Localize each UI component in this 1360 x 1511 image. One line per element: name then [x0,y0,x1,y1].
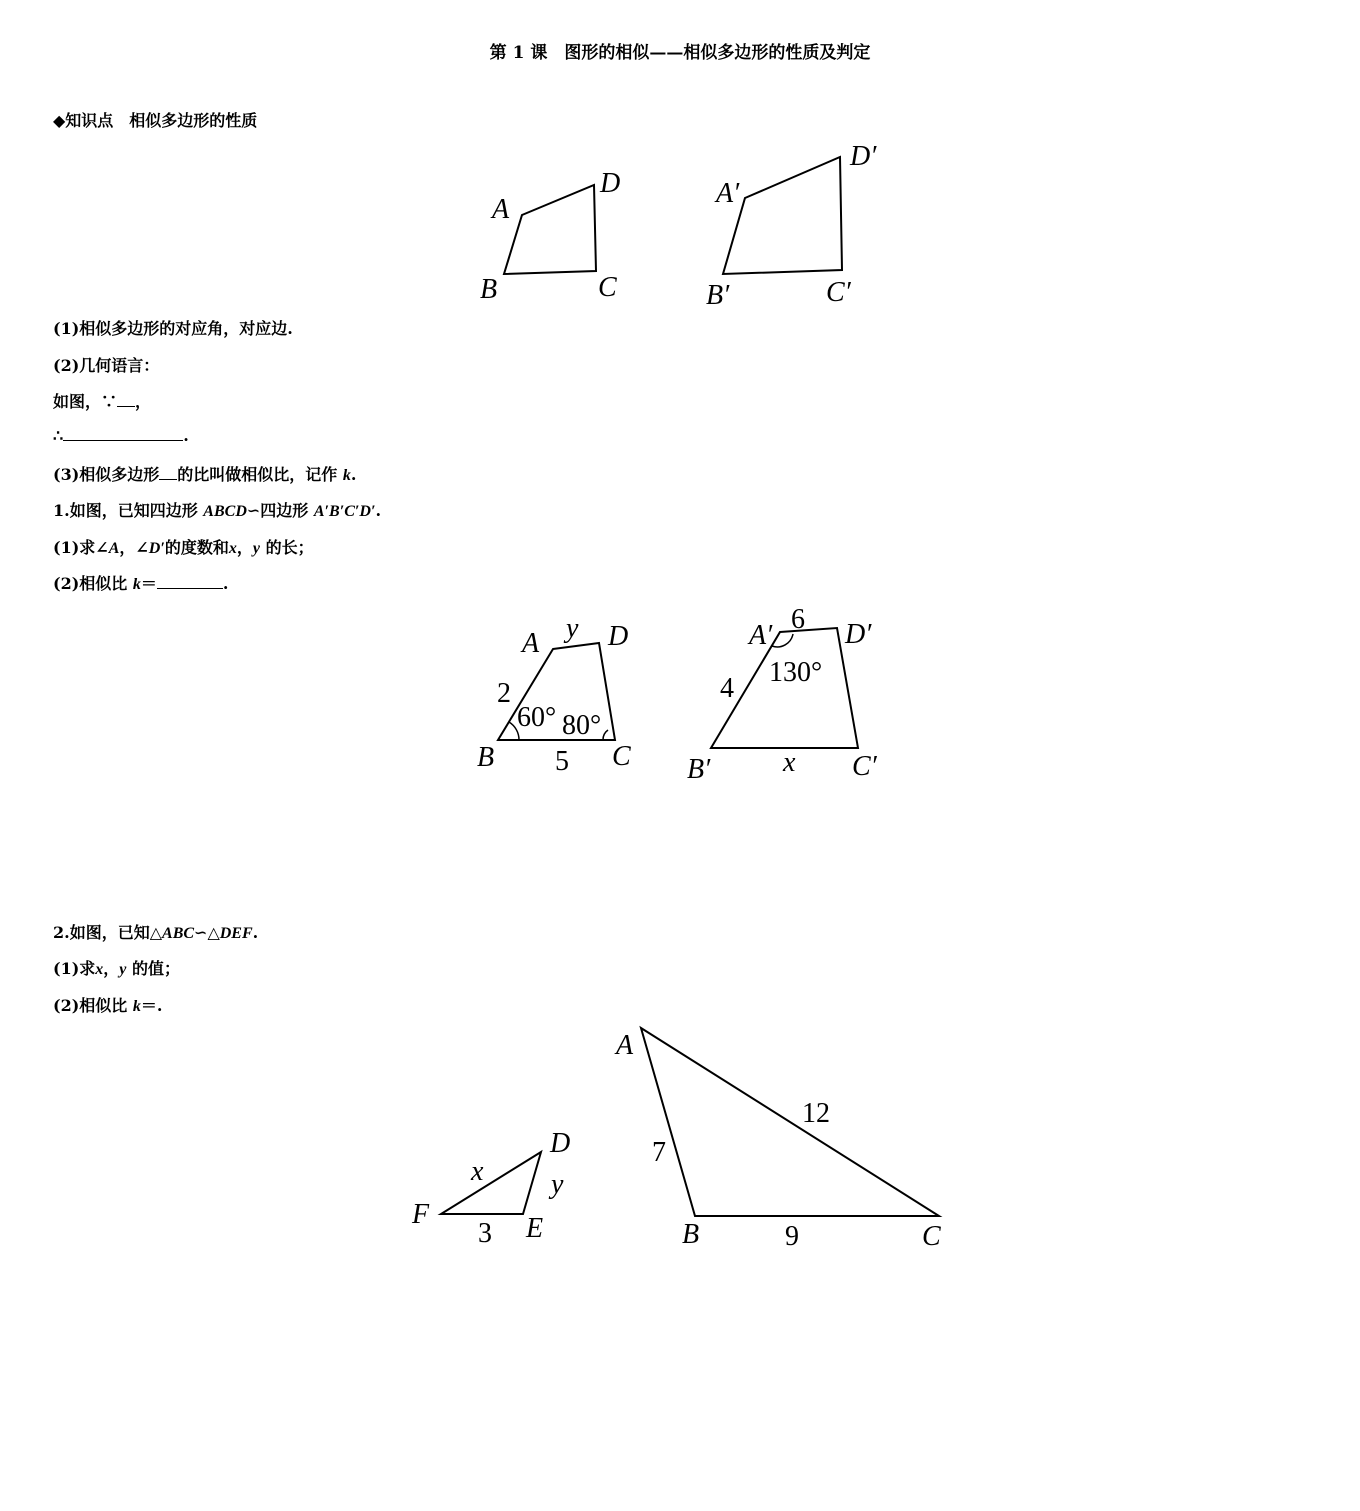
label-a: A [492,194,510,225]
q1p1-prefix: (1)求∠ [53,538,109,557]
fig3-label-d: D [550,1128,571,1159]
q2p1-end: 的值； [131,959,180,978]
q1-prefix: 1.如图，已知四边形 [53,501,198,520]
given-prefix: 如图，∵ [53,392,118,411]
fig2-label-c: C [612,741,631,772]
property-1: (1)相似多边形的对应角，对应边. [53,319,293,338]
fig2-side-a-prime-b-prime: 4 [720,673,734,704]
fig3-side-de: y [551,1169,564,1200]
property-2: (2)几何语言： [53,356,160,375]
q2-end: . [252,923,259,942]
fig2-label-a: A [522,628,540,659]
q2-prefix: 2.如图，已知△ [53,923,163,942]
fig3-label-f: F [412,1199,430,1230]
property-3-suffix: 的比叫做相似比，记作 [177,465,338,484]
fig3-side-bc: 9 [785,1221,799,1252]
q1p1-mid: 的度数和 [164,538,229,557]
fig2-side-ab: 2 [497,678,511,709]
q1p1-a: A [108,540,120,557]
fig2-label-d-prime: D′ [845,619,872,650]
q2-name-def: DEF [219,925,253,942]
q2p2-end: ＝. [140,996,163,1015]
fig3-side-fd: x [471,1156,484,1187]
q1p1-end: 的长； [265,538,314,557]
q1p1-y: y [252,540,260,557]
label-b: B [480,274,498,305]
fig2-label-c-prime: C′ [852,751,877,782]
q1p2-eq: ＝ [140,574,157,593]
q1p2-end: . [222,574,229,593]
q2-similar-sign: ∽△ [194,923,220,942]
label-d-prime: D′ [850,141,877,172]
therefore-end: . [183,426,189,445]
property-3-prefix: (3)相似多边形 [53,465,160,484]
triangle-def [441,1152,541,1214]
fig3-label-b: B [682,1219,700,1250]
q1-name-prime: A′B′C′D′ [313,503,376,520]
q2p1-comma: ， [103,959,120,978]
q2p1-x: x [95,961,104,978]
fig2-label-a-prime: A′ [749,620,773,651]
fig2-side-a-prime-d-prime: 6 [791,604,805,635]
label-b-prime: B′ [706,280,730,311]
q1-similar-sign: ∽ [246,501,261,520]
q1p1-x: x [228,540,237,557]
fig3-label-c: C [922,1221,941,1252]
fig2-label-b-prime: B′ [687,754,711,785]
q1-mid: 四边形 [260,501,309,520]
therefore-symbol: ∴ [53,426,64,445]
fig3-side-fe: 3 [478,1218,492,1249]
q2p1-y: y [119,961,127,978]
q2p2-k: k [132,998,141,1015]
q1p2-prefix: (2)相似比 [53,574,128,593]
fig2-label-b: B [477,742,495,773]
q1p1-comma: ， [236,538,253,557]
fig2-label-d: D [608,621,629,652]
fig3-side-ac: 12 [802,1098,830,1129]
fig2-angle-b: 60° [517,702,557,733]
q2-name-abc: ABC [162,925,195,942]
property-3-end: . [350,465,357,484]
label-d: D [600,168,621,199]
fig2-side-b-prime-c-prime: x [783,747,796,778]
given-suffix: ， [135,392,152,411]
fig3-label-e: E [526,1213,544,1244]
var-k: k [342,467,351,484]
label-c: C [598,272,617,303]
fig2-angle-c: 80° [562,710,602,741]
fig2-side-ad: y [566,613,579,644]
q1-name-abcd: ABCD [203,503,247,520]
fig3-side-ab: 7 [652,1137,666,1168]
label-a-prime: A′ [716,178,740,209]
q1p2-k: k [132,576,141,593]
fig2-side-bc: 5 [555,746,569,777]
fig3-label-a: A [616,1030,634,1061]
q2p1-prefix: (1)求 [53,959,96,978]
q1p1-sep: ，∠ [119,538,149,557]
section-heading: ◆知识点 相似多边形的性质 [53,111,258,130]
q2p2-prefix: (2)相似比 [53,996,128,1015]
q1-end: . [375,501,382,520]
label-c-prime: C′ [826,277,851,308]
page-title: 第 1 课 图形的相似——相似多边形的性质及判定 [489,43,871,63]
q1p1-d: D′ [148,540,165,557]
fig2-angle-a-prime: 130° [769,657,823,688]
triangle-abc [641,1028,939,1216]
